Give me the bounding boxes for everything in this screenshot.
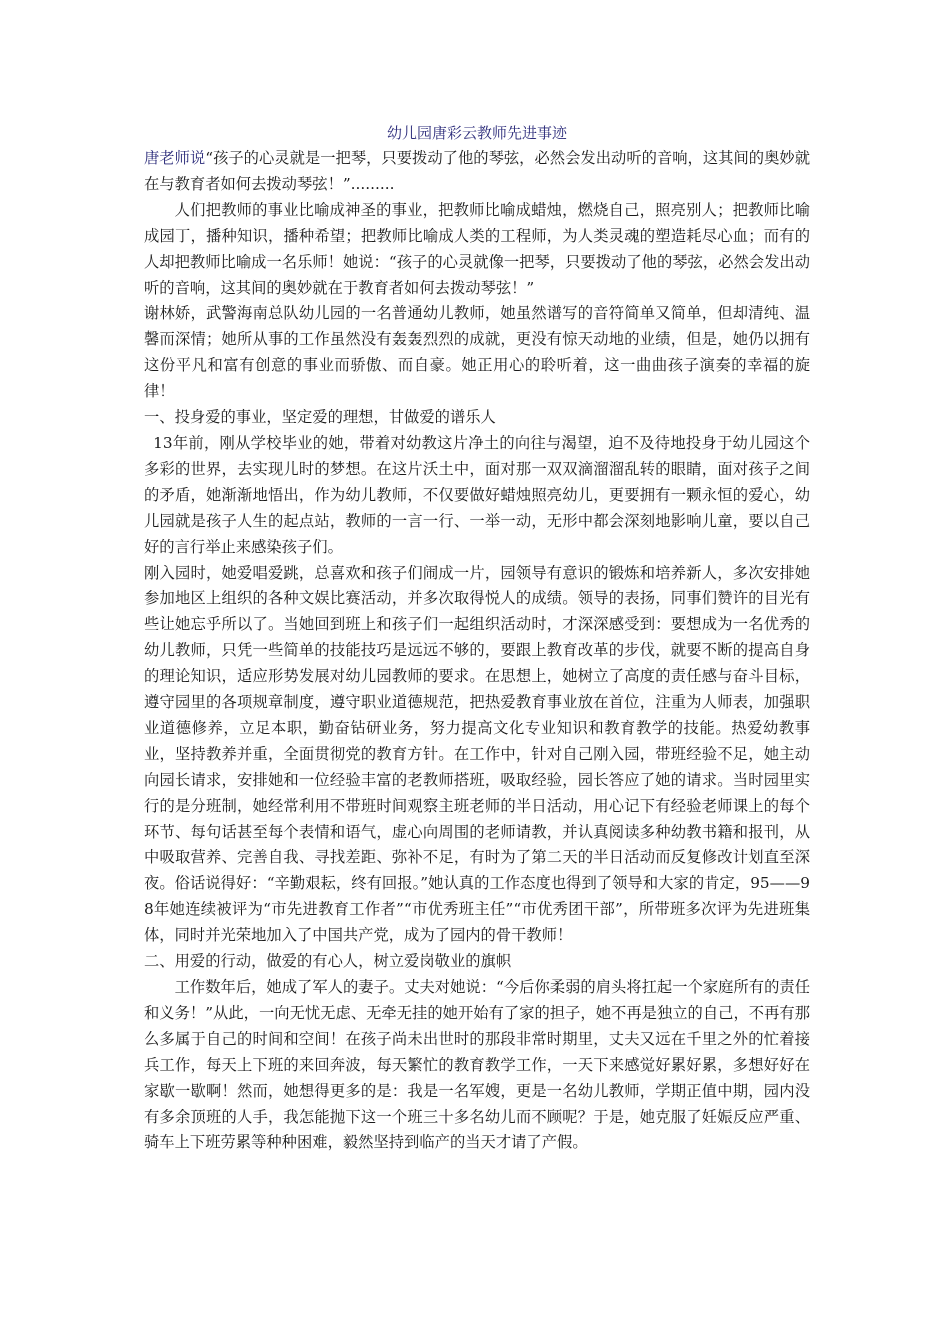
paragraph-metaphor: 人们把教师的事业比喻成神圣的事业，把教师比喻成蜡烛，燃烧自己，照亮别人；把教师比喻成园丁，播种知识，播种希望；把教师比喻成人类的工程师，为人类灵魂的塑造耗尽心血；而有的人却把教师比喻成一名乐师！她说：“孩子的心灵就像一把琴，只要拨动了他的琴弦，必然会发出动听的音响，这其间的奥妙就在于教育者如何去拨动琴弦！”	[144, 200, 810, 297]
paragraph-13-years: 13年前，刚从学校毕业的她，带着对幼教这片净土的向往与渴望，迫不及待地投身于幼儿园这个多彩的世界，去实现儿时的梦想。在这片沃土中，面对那一双双滴溜溜乱转的眼睛，面对孩子之间的矛盾，她渐渐地悟出，作为幼儿教师，不仅要做好蜡烛照亮幼儿，更要拥有一颗永恒的爱心，幼儿园就是孩子人生的起点站，教师的一言一行、一举一动，无形中都会深刻地影响儿童，要以自己好的言行举止来感染孩子们。	[144, 433, 810, 556]
document-title: 幼儿园唐彩云教师先进事迹	[386, 124, 567, 142]
paragraph-introduction: 谢林娇，武警海南总队幼儿园的一名普通幼儿教师，她虽然谱写的音符简单又简单，但却清纯、温馨而深情；她所从事的工作虽然没有轰轰烈烈的成就，更没有惊天动地的业绩，但是，她仍以拥有这份平凡和富有创意的事业而骄傲、而自豪。她正用心的聆听着，这一曲曲孩子演奏的幸福的旋律！	[144, 304, 810, 401]
intro-speaker: 唐老师说	[144, 149, 206, 167]
paragraph-new-teacher: 刚入园时，她爱唱爱跳，总喜欢和孩子们闹成一片，园领导有意识的锻炼和培养新人，多次安排她参加地区上组织的各种文娱比赛活动，并多次取得悦人的成绩。领导的表扬，同事们赞许的目光有些让她忘乎所以了。当她回到班上和孩子们一起组织活动时，才深深感受到：要想成为一名优秀的幼儿教师，只凭一些简单的技能技巧是远远不够的，要跟上教育改革的步伐，就要不断的提高自身的理论知识，适应形势发展对幼儿园教师的要求。在思想上，她树立了高度的责任感与奋斗目标，遵守园里的各项规章制度，遵守职业道德规范，把热爱教育事业放在首位，注重为人师表，加强职业道德修养，立足本职，勤奋钻研业务，努力提高文化专业知识和教育教学的技能。热爱幼教事业，坚持教养并重，全面贯彻党的教育方针。在工作中，针对自己刚入园，带班经验不足，她主动向园长请求，安排她和一位经验丰富的老教师搭班，吸取经验，园长答应了她的请求。当时园里实行的是分班制，她经常利用不带班时间观察主班老师的半日活动，用心记下有经验老师课上的每个环节、每句话甚至每个表情和语气，虚心向周围的老师请教，并认真阅读多种幼教书籍和报刊，从中吸取营养、完善自我、寻找差距、弥补不足，有时为了第二天的半日活动而反复修改计划直至深夜。俗话说得好：“辛勤艰耘，终有回报。”她认真的工作态度也得到了领导和大家的肯定，95——98年她连续被评为“市先进教育工作者”“市优秀班主任”“市优秀团干部”，所带班多次评为先进班集体，同时并光荣地加入了中国共产党，成为了园内的骨干教师！	[144, 563, 810, 945]
paragraph-military-wife: 工作数年后，她成了军人的妻子。丈夫对她说：“今后你柔弱的肩头将扛起一个家庭所有的责任和义务！”从此，一向无忧无虑、无牵无挂的她开始有了家的担子，她不再是独立的自己，不再有那么多属于自己的时间和空间！在孩子尚未出世时的那段非常时期里，丈夫又远在千里之外的忙着接兵工作，每天上下班的来回奔波，每天繁忙的教育教学工作，一天下来感觉好累好累，多想好好在家歇一歇啊！然而，她想得更多的是：我是一名军嫂，更是一名幼儿教师，学期正值中期，园内没有多余顶班的人手，我怎能抛下这一个班三十多名幼儿而不顾呢？于是，她克服了妊娠反应严重、骑车上下班劳累等种种困难，毅然坚持到临产的当天才请了产假。	[144, 978, 810, 1152]
intro-paragraph	[144, 146, 810, 198]
intro-quote: “孩子的心灵就是一把琴，只要拨动了他的琴弦，必然会发出动听的音响，这其间的奥妙就在与教育者如何去拨动琴弦！”.........	[144, 149, 810, 193]
document-page	[144, 120, 810, 1156]
section-heading-2: 二、用爱的行动，做爱的有心人，树立爱岗敬业的旗帜	[144, 952, 512, 971]
section-heading-1: 一、投身爱的事业，坚定爱的理想，甘做爱的谱乐人	[144, 408, 496, 427]
